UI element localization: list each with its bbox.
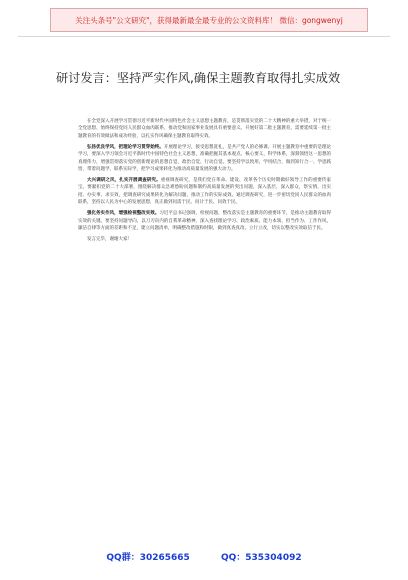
body-paragraph: [78, 144, 331, 174]
paragraph-heading: 强化务实作风，增强检视整改实效。: [87, 211, 160, 217]
paragraph-text: 习近平总书记强调，检视问题、整改落实是主题教育的重要环节，是推动主题教育取得实效的关键。要坚持问题导向，以刀刃向内的自我革命精神，深入查找理论学习、政治素质、能力本领、担当作为、工作作风、廉洁自律等方面的差距和不足，建立问题清单，明确整改措施和时限，做到真查真改、立行立改，切实以整改实效取信于民。: [78, 211, 331, 232]
body-paragraph: [78, 177, 331, 207]
body-paragraph: [78, 118, 331, 140]
banner-text: 关注头条号"公文研究"，获得最新最全最专业的公文资料库！ 微信：gongwenyj: [75, 15, 343, 25]
paragraph-text: 在全党深入开展学习贯彻习近平新时代中国特色社会主义思想主题教育，是贯彻落实党的二十大精神的重大举措，对于统一全党思想、始终保持党同人民群众血肉联系，推动党和国家事业发展具有重要意义。开展好第二批主题教育，需要延续第一批主题教育的有效做法和成功经验，以扎实作风确保主题教育取得实效。: [78, 119, 331, 139]
body-paragraph: [78, 210, 331, 232]
paragraph-text: 重视调查研究，是我们党在革命、建设、改革各个历史时期做好领导工作的重要传家宝。要紧扣党的二十大部署，围绕解决群众急难愁盼问题和制约高质量发展的突出问题，深入基层、深入群众，察实情、出实招、办实事、求实效，把调查研究成果转化为解决问题、推动工作的实际成效。通过调查研究，进一步密切党同人民群众的血肉联系，坚持以人民为中心的发展思想，真正做到问需于民、问计于民、问效于民。: [78, 178, 331, 206]
footer-qq-group: QQ群：30265665: [106, 553, 190, 563]
paragraph-heading: 弘扬优良学风，把理论学习贯穿始终。: [87, 144, 164, 150]
document-body: [78, 118, 331, 528]
top-banner: [50, 8, 368, 32]
footer-contacts: [0, 550, 408, 563]
footer-qq: QQ：535304092: [220, 553, 302, 563]
paragraph-heading: 大兴调研之风，扎实开展调查研究。: [87, 178, 161, 184]
paragraph-text: 开展理论学习，接受思想洗礼，是共产党人的必修课。开展主题教育中重要的是理论学习，要深入学习领会习近平新时代中国特色社会主义思想，准确把握其基本观点、核心要义、科学体系，深刻领悟这一思想的真理伟力，增强贯彻落实党的创新理论的思想自觉、政治自觉、行动自觉。要坚持学以致用、学用结合，做到知行合一、学思践悟，带着问题学、联系实际学，把学习成果转化为推动高质量发展的强大动力。: [78, 144, 331, 173]
header-divider: [18, 36, 390, 37]
closing-line: 发言完毕，谢谢大家！: [87, 237, 132, 243]
document-title: 研讨发言：坚持严实作风,确保主题教育取得扎实成效: [56, 71, 341, 85]
